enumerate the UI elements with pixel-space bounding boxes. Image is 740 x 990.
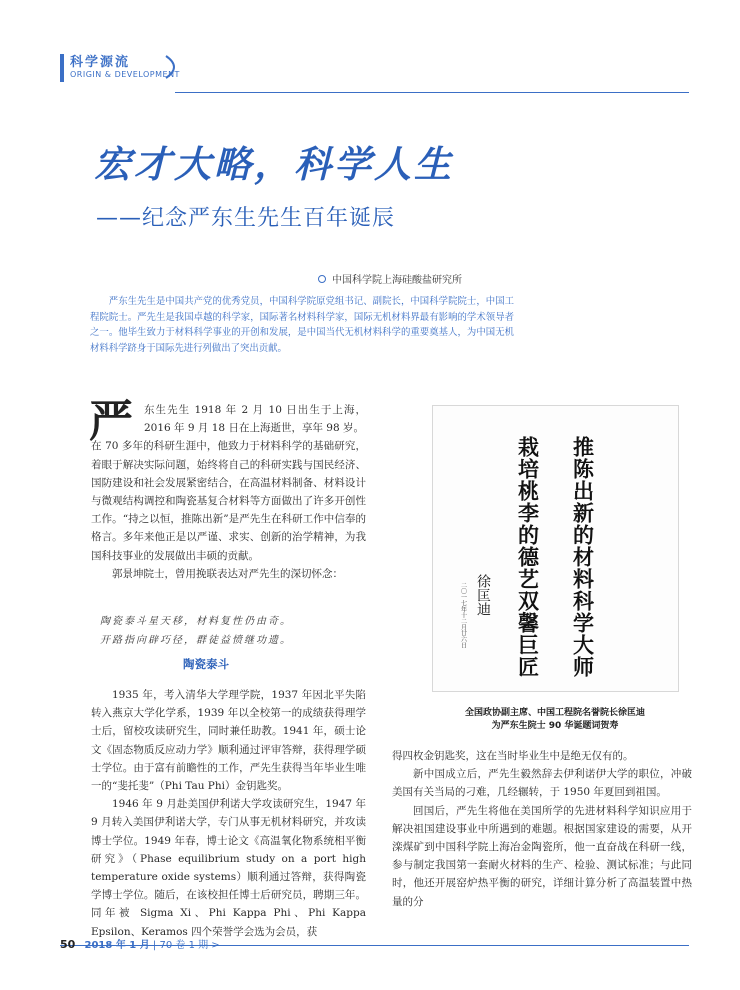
section-heading: 陶瓷泰斗 (183, 657, 229, 671)
column-title: 科学源流 (70, 55, 131, 70)
paragraph: 新中国成立后，严先生毅然辞去伊利诺伊大学的职位，冲破美国有关当局的刁难，几经辗转，于 1950 年夏回到祖国。 (392, 768, 692, 799)
calligraphy-svg (433, 406, 678, 691)
calligraphy-column-1: 推陈出新的材料科学大师 (570, 436, 596, 678)
issue-volume: 70 卷 1 期 (159, 940, 209, 951)
paragraph: 1946 年 9 月赴美国伊利诺大学攻读研究生，1947 年 9 月转入美国伊利诺大学，专门从事无机材料研究，并攻读博士学位。1949 年春，博士论文《高温氧化物系统相平衡研究》（Phase equilibrium study on a port high temperature oxide systems）顺利通过答辩，获得陶瓷学博士学位。随后，在该校担任博士后研究员，聘期三年。同年被 Sigma Xi、Phi Kappa Phi、Phi Kappa Epsilon、Keramos 四个荣誉学会选为会员，获 (91, 798, 366, 938)
issue-date: 2018 年 1 月 (84, 940, 150, 951)
poem-line: 陶瓷泰斗星天移，材料复性仍由奇。 (100, 616, 292, 627)
caption-line: 为严东生院士 90 华诞题词贺寿 (491, 721, 619, 731)
chevron-right-icon: > (211, 940, 220, 951)
paragraph: 回国后，严先生将他在美国所学的先进材料科学知识应用于解决祖国建设事业中所遇到的难题。根据国家建设的需要，从开滦煤矿到中国科学院上海冶金陶瓷所，他一直奋战在科研一线，参与制定我国第一套耐火材料的生产、检验、测试标准；与此同时，他还开展窑炉热平衡的研究，详细计算分析了高温装置中热量的分 (392, 804, 692, 908)
drop-cap: 严 (89, 396, 133, 447)
author-name: 中国科学院上海硅酸盐研究所 (332, 275, 462, 286)
caption-line: 全国政协副主席、中国工程院名誉院长徐匡迪 (464, 708, 645, 718)
page-number: 50 (60, 938, 76, 951)
quote-intro: 郭景坤院士，曾用挽联表达对严先生的深切怀念： (112, 567, 343, 580)
column-subtitle: ORIGIN & DEVELOPMENT (70, 70, 180, 79)
image-caption (410, 707, 700, 733)
calligraphy-image (432, 405, 679, 692)
footer-separator: | (152, 940, 160, 951)
calligraphy-date: 二〇一七年十二月廿六日 (459, 582, 467, 648)
poem-line: 开路指向辟巧径，群徒益愤继功遗。 (100, 635, 292, 646)
calligraphy-signature: 徐匡迪 (475, 574, 491, 616)
article-title: 宏才大略，科学人生 (94, 143, 454, 186)
article-subtitle: ——纪念严东生先生百年诞辰 (96, 206, 396, 231)
calligraphy-column-2: 栽培桃李的德艺双馨巨匠 (515, 436, 541, 678)
intro-first-lines: 东生先生 1918 年 2 月 10 日出生于上海，2016 年 9 月 18 日在上海逝世，享年 98 岁。 (144, 404, 366, 435)
abstract: 严东生先生是中国共产党的优秀党员，中国科学院原党组书记、副院长，中国科学院院士，中国工程院院士。严先生是我国卓越的科学家，国际著名材料科学家，国际无机材料界最有影响的学术领导者之一。他毕生致力于材料科学事业的开创和发展，是中国当代无机材料科学的重要奠基人，为中国无机材料科学跻身于国际先进行列做出了突出贡献。 (90, 296, 514, 354)
header-arc-decoration (162, 54, 184, 80)
author-line (318, 271, 462, 286)
intro-rest: 在 70 多年的科研生涯中，他致力于材料科学的基础研究，着眼于解决实际问题，始终将自己的科研实践与国民经济、国防建设和社会发展紧密结合，在高温材料制备、材料设计与微观结构调控和陶瓷基复合材料等方面做出了许多开创性工作。“持之以恒，推陈出新”是严先生在科研工作中信奉的格言。多年来他正是以严谨、求实、创新的治学精神，为我国科技事业的发展做出丰硕的贡献。 (91, 440, 366, 562)
paragraph: 1935 年，考入清华大学理学院，1937 年因北平失陷转入燕京大学化学系，1939 年以全校第一的成绩获得理学士后，留校攻读研究生，同时兼任助教。1941 年，硕士论文《固态物质反应动力学》顺利通过评审答辩，获得理学硕士学位。由于富有前瞻性的工作，严先生获得当年毕业生唯一的“斐托斐”（Phi Tau Phi）金钥匙奖。 (91, 689, 366, 793)
paragraph: 得四枚金钥匙奖，这在当时毕业生中是绝无仅有的。 (392, 750, 634, 762)
header-rule (175, 92, 689, 93)
header-accent-bar (60, 54, 64, 82)
bullet-icon (318, 275, 326, 283)
elegy-poem (100, 612, 370, 650)
footer (60, 936, 220, 951)
intro-text (91, 401, 366, 583)
section-text (91, 686, 366, 941)
right-column-text (392, 747, 692, 911)
